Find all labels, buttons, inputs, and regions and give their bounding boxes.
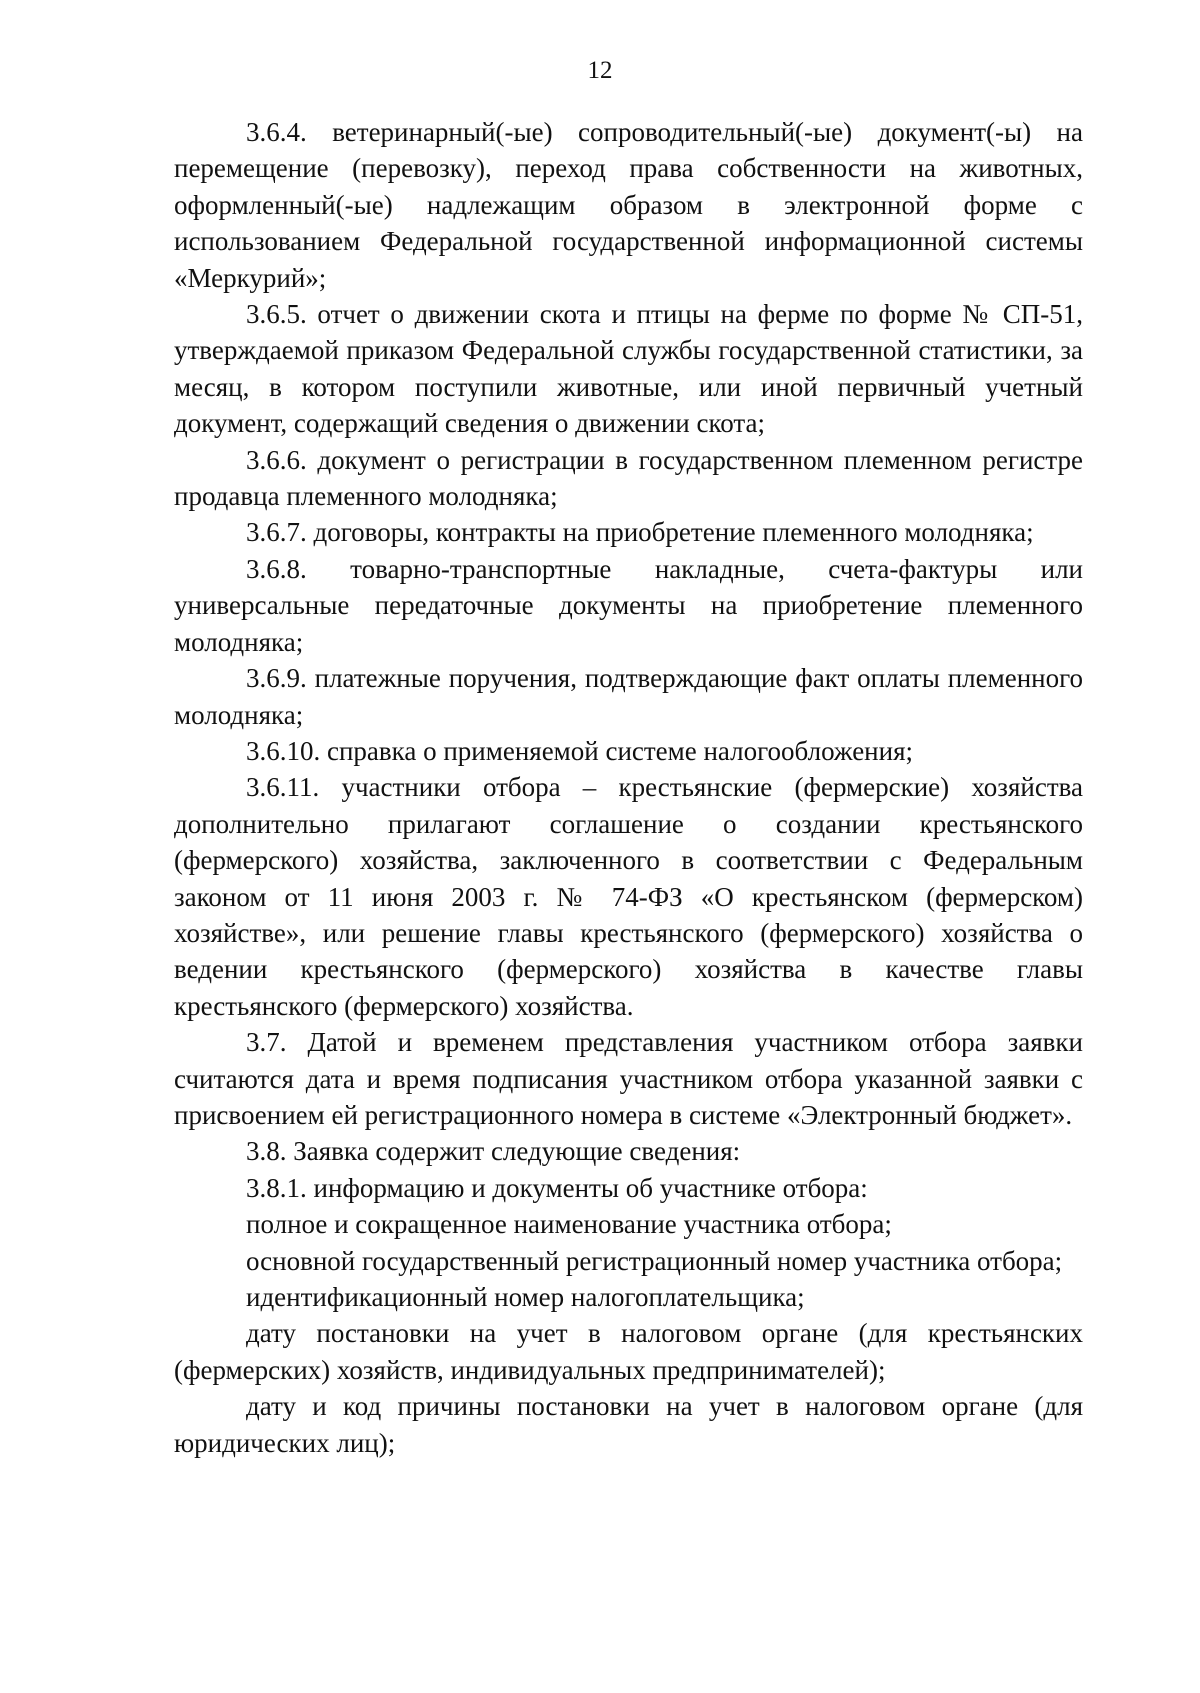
paragraph-3-6-5: 3.6.5. отчет о движении скота и птицы на ферме по форме № СП-51, утверждаемой приказом Федеральной службы государственной статистики, за месяц, в котором поступили животные, или иной первичный учетный документ, содержащий сведения о движении скота; <box>174 299 1083 439</box>
paragraph-3-6-4: 3.6.4. ветеринарный(-ые) сопроводительный(-ые) документ(-ы) на перемещение (перевозку), переход права собственности на животных, оформленный(-ые) надлежащим образом в электронной форме с использованием Федеральной государственной информационной системы «Меркурий»; <box>174 117 1083 293</box>
list-item-name: полное и сокращенное наименование участника отбора; <box>246 1209 892 1240</box>
paragraph-3-6-11: 3.6.11. участники отбора – крестьянские (фермерские) хозяйства дополнительно прилагают соглашение о создании крестьянского (фермерского) хозяйства, заключенного в соответствии с Федеральным законом от 11 июня 2003 г. № 74-ФЗ «О крестьянском (фермерском) хозяйстве», или решение главы крестьянского (фермерского) хозяйства о ведении крестьянского (фермерского) хозяйства в качестве главы крестьянского (фермерского) хозяйства. <box>174 772 1083 1021</box>
list-item-tax-registration-date: дату постановки на учет в налоговом органе (для крестьянских (фермерских) хозяйств, индивидуальных предпринимателей); <box>174 1318 1083 1385</box>
paragraph-3-6-8: 3.6.8. товарно-транспортные накладные, счета-фактуры или универсальные передаточные документы на приобретение племенного молодняка; <box>174 553 1083 657</box>
paragraph-3-7: 3.7. Датой и временем представления участником отбора заявки считаются дата и время подписания участником отбора указанной заявки с присвоением ей регистрационного номера в системе «Электронный бюджет». <box>174 1027 1083 1130</box>
page-number: 12 <box>587 57 613 84</box>
paragraph-3-6-7: 3.6.7. договоры, контракты на приобретение племенного молодняка; <box>246 517 1034 548</box>
document-body <box>174 114 1083 1461</box>
paragraph-3-6-9: 3.6.9. платежные поручения, подтверждающие факт оплаты племенного молодняка; <box>174 663 1083 730</box>
list-item-inn: идентификационный номер налогоплательщика; <box>246 1282 805 1312</box>
list-item-tax-registration-code: дату и код причины постановки на учет в налоговом органе (для юридических лиц); <box>174 1391 1083 1458</box>
paragraph-3-8-1: 3.8.1. информацию и документы об участнике отбора: <box>246 1172 868 1203</box>
paragraph-3-8: 3.8. Заявка содержит следующие сведения: <box>246 1136 741 1167</box>
list-item-ogrn: основной государственный регистрационный номер участника отбора; <box>246 1245 1063 1276</box>
paragraph-3-6-10: 3.6.10. справка о применяемой системе налогообложения; <box>246 735 913 766</box>
paragraph-3-6-6: 3.6.6. документ о регистрации в государственном племенном регистре продавца племенного молодняка; <box>174 444 1083 512</box>
